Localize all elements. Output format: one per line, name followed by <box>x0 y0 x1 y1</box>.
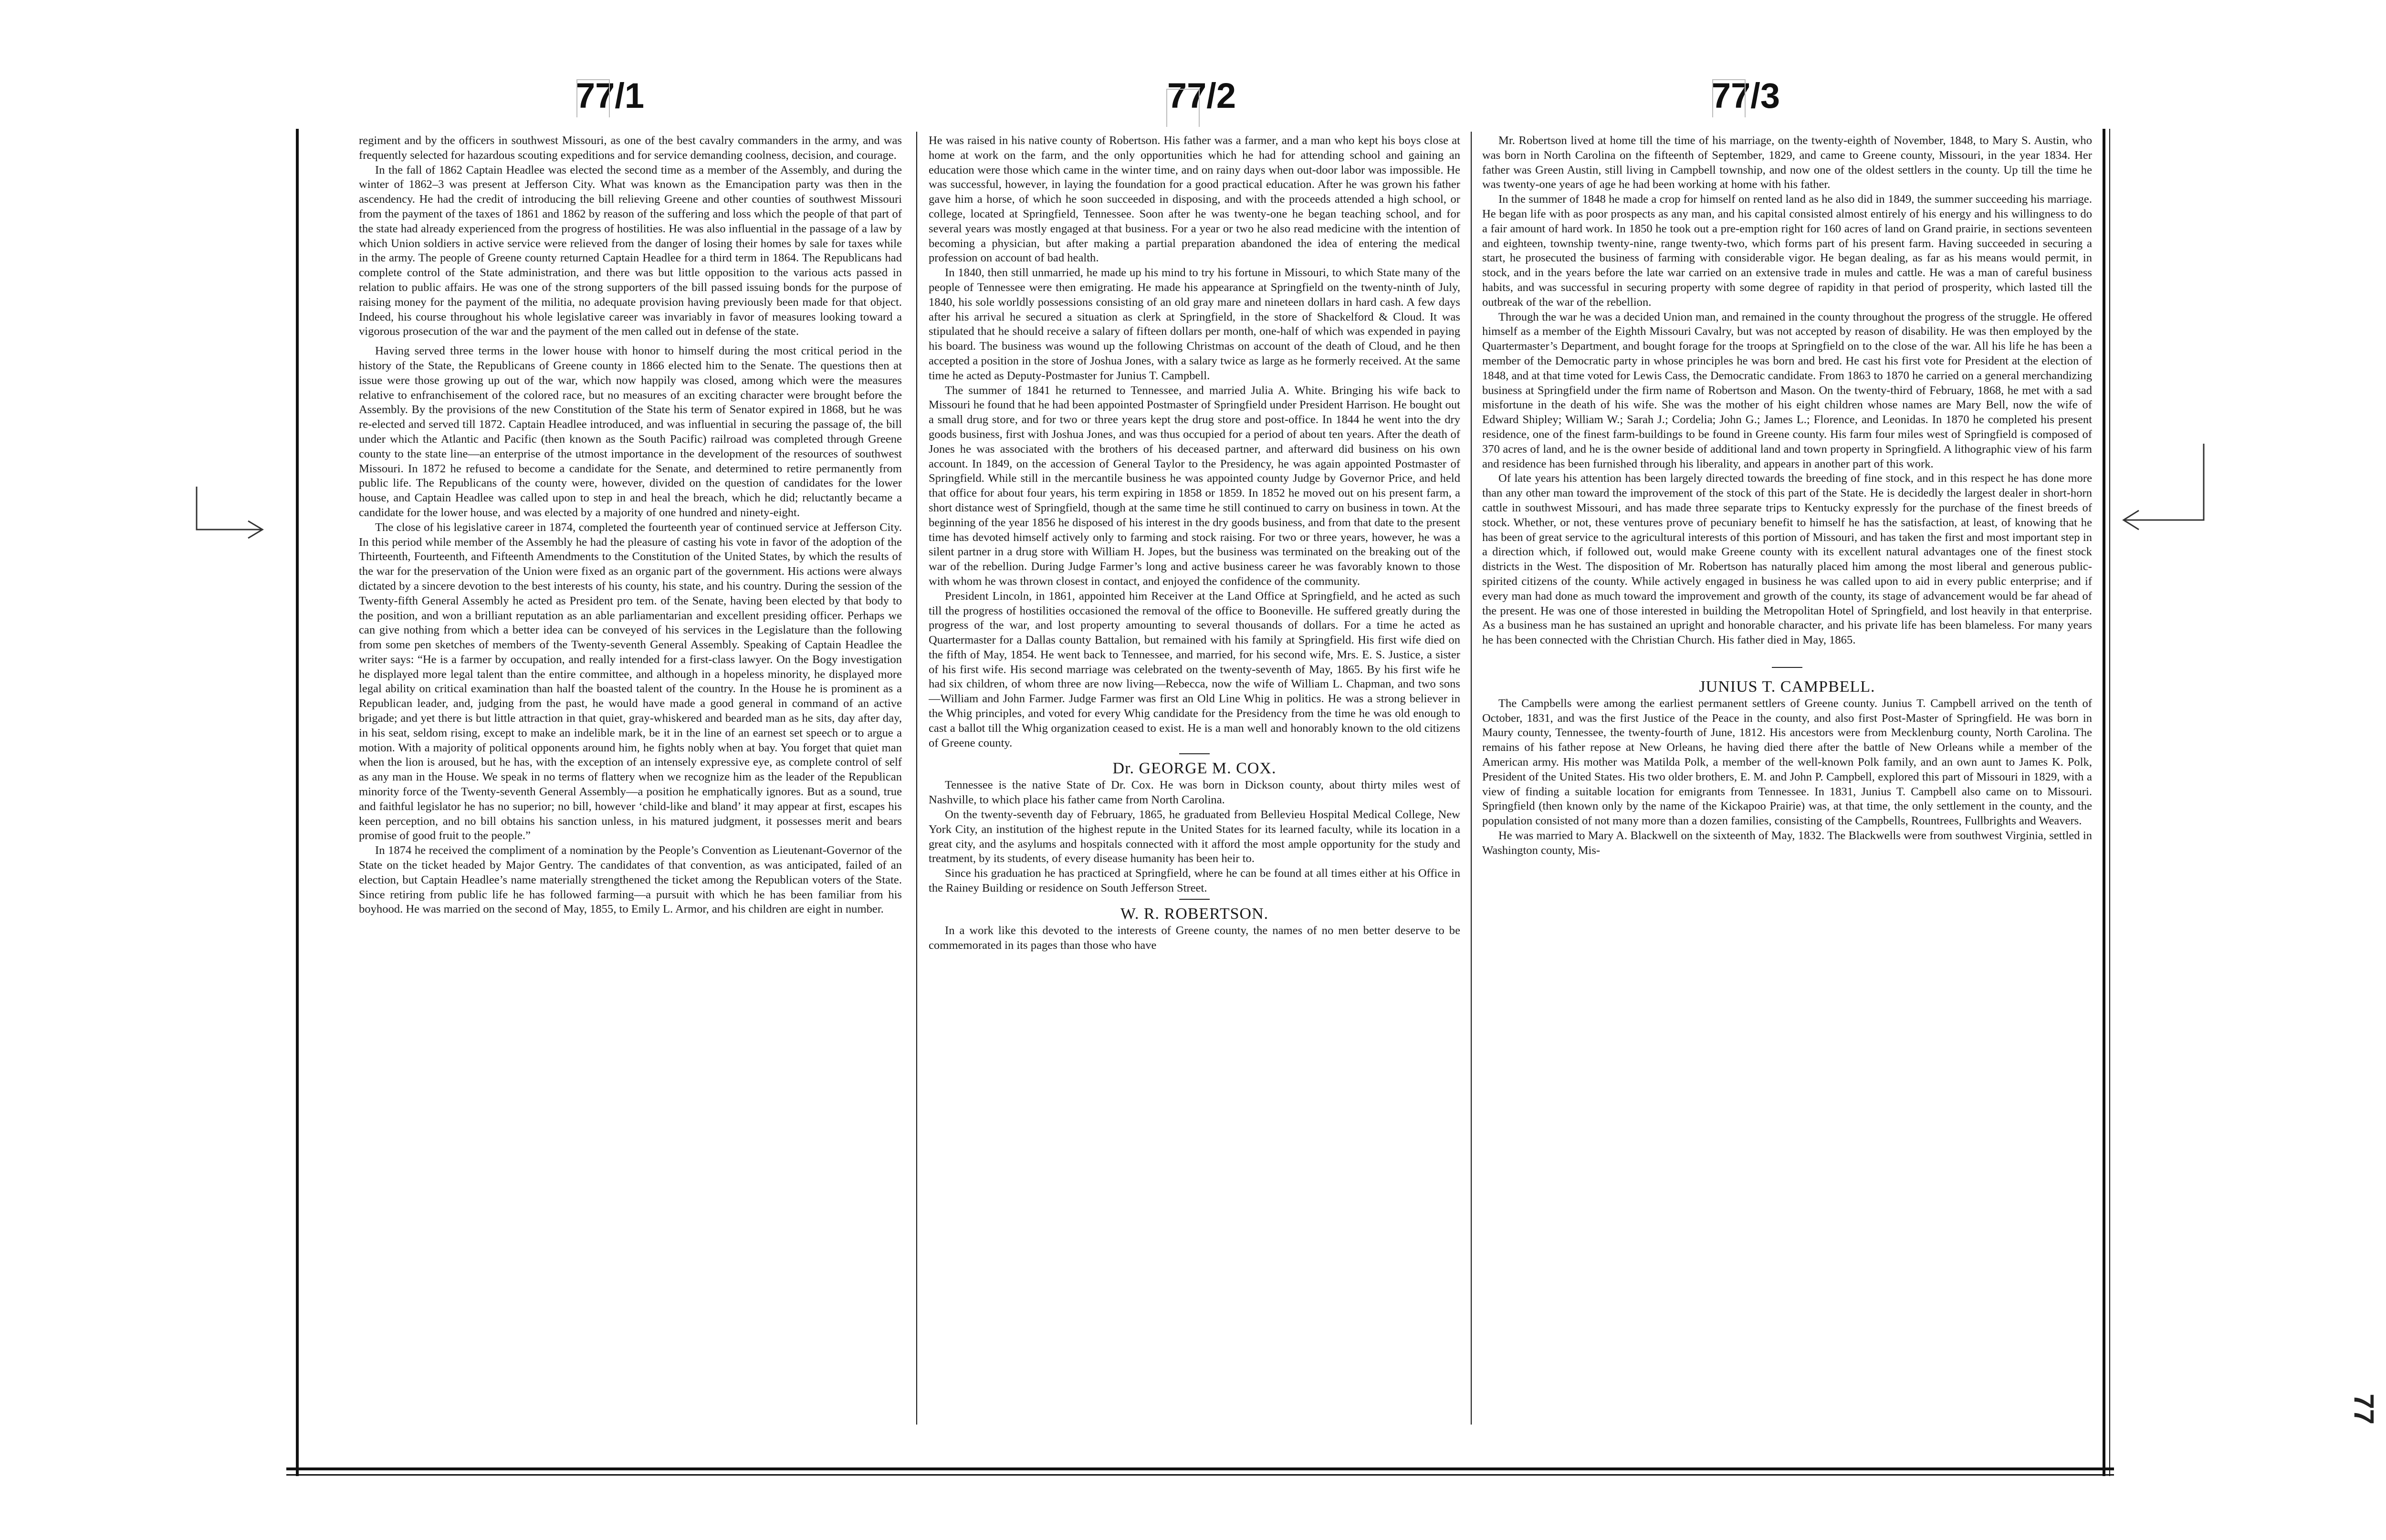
paragraph: Mr. Robertson lived at home till the time of his marriage, on the twenty-eighth of November, 1848, to Mary S. Austin, who was born in North Carolina on the fifteenth of September, 1829, and came to Greene county, Missouri, in the year 1834. Her father was Green Austin, still living in Campbell township, and now one of the oldest settlers in the county. Up till the time he was twenty-one years of age he had been working at home with his father. <box>1482 134 2092 191</box>
paragraph: The Campbells were among the earliest permanent settlers of Greene county. Junius T. Campbell arrived on the tenth of October, 1831, and was the first Justice of the Peace in the county, and also first Post-Master of Springfield. He was born in Maury county, Tennessee, the twenty-fourth of June, 1812. His ancestors were from Mecklenburg county, North Carolina. The remains of his father repose at New Orleans, he having died there after the battle of New Orleans while a member of the American army. His mother was Matilda Polk, a member of the well-known Polk family, and an own aunt to James K. Polk, President of the United States. His two older brothers, E. M. and John P. Campbell, explored this part of Missouri in 1829, with a view of finding a suitable location for emigrants from Tennessee. In 1831, Junius T. Campbell also came on to Missouri. Springfield (then known only by the name of the Kickapoo Prairie) was, at that time, the only settlement in the county, and the population consisted of not many more than a dozen families, consisting of the Campbells, Rountrees, Fullbrights and Weavers. <box>1482 697 2092 828</box>
paragraph: On the twenty-seventh day of February, 1865, he graduated from Bellevieu Hospital Medical College, New York City, an institution of the highest repute in the United States for its learned faculty, while its location in a great city, and the asylums and hospitals connected with it afford the most ample opportunity for the study and treatment, by its students, of every disease humanity has been heir to. <box>929 808 1460 865</box>
column-77-2 <box>929 134 1460 1418</box>
tab-marker <box>576 79 610 117</box>
paragraph: In 1874 he received the compliment of a nomination by the People’s Convention as Lieutenant-Governor of the State on the ticket headed by Major Gentry. The candidates of that convention, as was anticipated, failed of an election, but Captain Headlee’s name materially strengthened the ticket among the Republican voters of the State. Since retiring from public life he has followed farming—a pursuit with which he has been familiar from his boyhood. He was married on the second of May, 1855, to Emily L. Armor, and his children are eight in number. <box>359 844 902 916</box>
column-77-1 <box>359 134 902 1418</box>
paragraph: Having served three terms in the lower house with honor to himself during the most critical period in the history of the State, the Republicans of Greene county in 1866 elected him to the Senate. The questions then at issue were those growing up out of the war, which now happily was closed, among which were the measures relative to enfranchisement of the colored race, but no measures of an exciting character were brought before the Assembly. By the provisions of the new Constitution of the State his term of Senator expired in 1868, but he was re-elected and served till 1872. Captain Headlee introduced, and was influential in securing the passage of, the bill under which the Atlantic and Pacific (then known as the South Pacific) railroad was completed through Greene county to the state line—an enterprise of the utmost importance in the development of the resources of southwest Missouri. In 1872 he refused to become a candidate for the Senate, and determined to retire permanently from public life. The Republicans of the county were, however, divided on the question of candidates for the lower house, and Captain Headlee was called upon to step in and heal the breach, which he did; reluctantly became a candidate for the lower house, and was elected by a majority of one hundred and ninety-eight. <box>359 344 902 519</box>
paragraph: In the summer of 1848 he made a crop for himself on rented land as he also did in 1849, the summer succeeding his marriage. He began life with as poor prospects as any man, and his capital consisted almost entirely of his energy and his willingness to do a fair amount of hard work. In 1850 he took out a pre-emption right for 160 acres of land on Grand prairie, in sections seventeen and eighteen, township twenty-nine, range twenty-two, which forms part of his present farm. Having succeeded in securing a start, he prosecuted the business of farming with considerable vigor. He began dealing, as far as his means would permit, in stock, and in the years before the late war carried on an extensive trade in mules and cattle. He was a man of careful business habits, and was successful in securing property with some degree of rapidity in that period of prosperity, which lasted till the outbreak of the war of the rebellion. <box>1482 193 2092 309</box>
page-label-77-1: 77/1 <box>576 76 645 115</box>
tab-marker <box>1712 79 1746 117</box>
paragraph: In the fall of 1862 Captain Headlee was elected the second time as a member of the Assembly, and during the winter of 1862–3 was present at Jefferson City. What was known as the Emancipation party was then in the ascendency. He had the credit of introducing the bill relieving Greene and other counties of southwest Missouri from the payment of the taxes of 1861 and 1862 by reason of the suffering and loss which the people of that part of the state had already experienced from the progress of hostilities. He was also influential in the passage of a law by which Union soldiers in active service were relieved from the danger of losing their homes by sale for taxes while in the army. The people of Greene county returned Captain Headlee for a third term in 1864. The Republicans had complete control of the State administration, and there was but little opposition to the various acts passed in relation to public affairs. He was one of the strong supporters of the bill passed issuing bonds for the purpose of raising money for the payment of the militia, no adequate provision having previously been made for that object. Indeed, his course throughout his whole legislative career was invariably in favor of measures looking toward a vigorous prosecution of the war and the payment of the men called out in defense of the state. <box>359 163 902 338</box>
frame-right-rule <box>2103 129 2105 1476</box>
column-rule <box>916 132 917 1425</box>
section-heading-cox: Dr. GEORGE M. COX. <box>1112 760 1277 778</box>
paragraph: President Lincoln, in 1861, appointed him Receiver at the Land Office at Springfield, and he acted as such till the progress of hostilities occasioned the removal of the office to Booneville. He suffered greatly during the progress of the war, and lost property amounting to several thousands of dollars. For a time he acted as Quartermaster for a Dallas county Battalion, but remained with his family at Springfield. His first wife died on the fifth of May, 1854. He went back to Tennessee, and married, for his second wife, Mrs. E. S. Justice, a sister of his first wife. His second marriage was celebrated on the twenty-seventh of May, 1865. By his first wife he had six children, of whom three are now living—Rebecca, now the wife of William L. Chapman, and two sons—William and John Farmer. Judge Farmer was first an Old Line Whig in politics. He was a strong believer in the Whig principles, and voted for every Whig candidate for the Presidency from the time he was old enough to cast a ballot till the Whig organization ceased to exist. He is a man well and honorably known to the old citizens of Greene county. <box>929 589 1460 749</box>
paragraph: He was raised in his native county of Robertson. His father was a farmer, and a man who kept his boys close at home at work on the farm, and the only opportunities which he had for attending school and gaining an education were those which came in the winter time, and on rainy days when out-door labor was impossible. He was successful, however, in laying the foundation for a good practical education. After he was grown his father gave him a horse, of which he soon succeeded in disposing, and with the proceeds attended a high school, or college, located at Springfield, Tennessee. Soon after he was twenty-one he began teaching school, and for several years was mostly engaged at that business. For a year or two he also read medicine with the intention of becoming a physician, but after making a partial preparation abandoned the idea of entering the medical profession on account of bad health. <box>929 134 1460 265</box>
section-rule <box>1179 753 1210 754</box>
frame-left-rule <box>296 129 299 1476</box>
arrow-right-icon <box>191 477 277 563</box>
paragraph: The summer of 1841 he returned to Tennessee, and married Julia A. White. Bringing his wife back to Missouri he found that he had been appointed Postmaster of Springfield under President Harrison. He bought out a small drug store, and for two or three years kept the drug store and post-office. In 1844 he went into the dry goods business, first with Joshua Jones, and was thus occupied for a period of about ten years. After the death of Jones he was associated with the brothers of his deceased partner, and afterward did business on his own account. In 1849, on the accession of General Taylor to the Presidency, he was again appointed Postmaster of Springfield. While still in the mercantile business he was appointed county Judge by Governor Price, and held that office for about four years, his term expiring in 1858 or 1859. In 1852 he moved out on his present farm, a short distance west of Springfield, though at the same time he still continued to carry on business in town. At the beginning of the year 1856 he disposed of his interest in the dry goods business, and from that date to the present time has devoted himself actively only to farming and stock raising. For two or three years, however, he was a silent partner in a drug store with William H. Jopes, but the business was terminated on the breaking out of the war of the rebellion. During Judge Farmer’s long and active business career he was favorably known to those with whom he was thrown closest in contact, and enjoyed the confidence of the community. <box>929 384 1460 588</box>
arrow-left-icon <box>2119 439 2214 534</box>
page-label-77-2: 77/2 <box>1167 76 1236 115</box>
frame-right-rule-thin <box>2109 129 2110 1476</box>
paragraph: Since his graduation he has practiced at Springfield, where he can be found at all times either at his Office in the Rainey Building or residence on South Jefferson Street. <box>929 867 1460 895</box>
paragraph: In a work like this devoted to the interests of Greene county, the names of no men better deserve to be commemorated in its pages than those who have <box>929 924 1460 952</box>
paragraph: In 1840, then still unmarried, he made up his mind to try his fortune in Missouri, to which State many of the people of Tennessee were then emigrating. He made his appearance at Springfield on the twenty-ninth of July, 1840, his sole worldly possessions consisting of an old gray mare and nineteen dollars in hard cash. A few days after his arrival he secured a situation as clerk at Springfield, in the store of Shackelford & Cloud. It was stipulated that he should receive a salary of fifteen dollars per month, one-half of which was expended in paying his board. The business was wound up the following Christmas on account of the death of Cloud, and he then accepted a position in the store of Joshua Jones, with a salary twice as large as he formerly received. At the same time he acted as Deputy-Postmaster for Junius T. Campbell. <box>929 266 1460 382</box>
side-page-number: 77 <box>2348 1394 2380 1425</box>
section-rule <box>1179 899 1210 900</box>
tab-marker <box>1166 89 1200 127</box>
section-heading-robertson: W. R. ROBERTSON. <box>1120 905 1269 923</box>
section-heading-campbell: JUNIUS T. CAMPBELL. <box>1699 677 1875 696</box>
column-rule <box>1471 132 1472 1425</box>
frame-bottom-rule <box>286 1467 2114 1470</box>
column-77-3 <box>1482 134 2092 1418</box>
paragraph: Through the war he was a decided Union man, and remained in the county throughout the progress of the struggle. He offered himself as a member of the Eighth Missouri Cavalry, but was not accepted by reason of disability. He was then employed by the Quartermaster’s Department, and bought forage for the troops at Springfield on to the close of the war. All his life he has been a member of the Democratic party in whose principles he was born and bred. He cast his first vote for President at the election of 1848, and at that time voted for Lewis Cass, the Democratic candidate. From 1863 to 1870 he carried on a general merchandizing business at Springfield under the firm name of Robertson and Mason. On the twenty-third of February, 1868, he met with a sad misfortune in the death of his wife. She was the mother of his eight children whose names are Mary Bell, now the wife of Edward Shipley; William W.; Sarah J.; Cordelia; John G.; James L.; Florence, and Leonidas. In 1870 he completed his present residence, one of the finest farm-buildings to be found in Greene county. His farm four miles west of Springfield is composed of 370 acres of land, and he is the owner beside of additional land and town property in Springfield. A lithographic view of his farm and residence has been furnished through his liberality, and appears in another part of this work. <box>1482 310 2092 470</box>
paragraph: Of late years his attention has been largely directed towards the breeding of fine stock, and in this respect he has done more than any other man toward the improvement of the stock of this part of the State. He is decidedly the largest dealer in short-horn cattle in southwest Missouri, and has made three separate trips to Kentucky expressly for the purchase of the finest breeds of stock. Whether, or not, these ventures prove of pecuniary benefit to himself he has the satisfaction, at least, of knowing that he has been of great service to the agricultural interests of this portion of Missouri, and has taken the first and most important step in a direction which, if followed out, would make Greene county with its excellent natural advantages one of the finest stock districts in the West. The disposition of Mr. Robertson has naturally placed him among the most liberal and generous public-spirited citizens of the county. While actively engaged in business he was called upon to aid in every public enterprise; and if every man had done as much toward the improvement and growth of the county, its stage of advancement would be far ahead of the present. He was one of those interested in building the Metropolitan Hotel of Springfield, and lost heavily in that enterprise. As a business man he has sustained an upright and honorable character, and his private life has been blameless. For many years he has been connected with the Christian Church. His father died in May, 1865. <box>1482 472 2092 647</box>
paragraph: Tennessee is the native State of Dr. Cox. He was born in Dickson county, about thirty miles west of Nashville, to which place his father came from North Carolina. <box>929 779 1460 807</box>
section-rule <box>1772 667 1802 668</box>
paragraph: He was married to Mary A. Blackwell on the sixteenth of May, 1832. The Blackwells were from southwest Virginia, settled in Washington county, Mis- <box>1482 829 2092 857</box>
paragraph: regiment and by the officers in southwest Missouri, as one of the best cavalry commanders in the army, and was frequently selected for hazardous scouting expeditions and for service demanding coolness, decision, and courage. <box>359 134 902 162</box>
frame-bottom-rule-thin <box>286 1474 2114 1476</box>
paragraph: The close of his legislative career in 1874, completed the fourteenth year of continued service at Jefferson City. In this period while member of the Assembly he had the pleasure of casting his vote in favor of the adoption of the Thirteenth, Fourteenth, and Fifteenth Amendments to the Constitution of the United States, by which the results of the war for the preservation of the Union were fixed as an organic part of the government. His actions were always dictated by a sincere devotion to the best interests of his county, his state, and his country. During the session of the Twenty-fifth General Assembly he acted as President pro tem. of the Senate, having been elected by that body to the position, and won a brilliant reputation as an able parliamentarian and excellent presiding officer. Perhaps we can give nothing from which a better idea can be conveyed of his services in the Legislature than the following from some pen sketches of members of the Twenty-seventh General Assembly. Speaking of Captain Headlee the writer says: “He is a farmer by occupation, and really intended for a first-class lawyer. On the Bogy investigation he displayed more legal talent than the entire committee, and although in a hopeless minority, he displayed more legal ability on critical examination than half the boasted talent of the country. In the House he is prominent as a Republican leader, and, judging from the past, he would have made a good general in command of an active brigade; and yet there is but little attraction in that quiet, gray-whiskered and bearded man as he sits, day after day, in his seat, seldom rising, except to make an indelible mark, be it in the line of an earnest set speech or to argue a motion. With a majority of political opponents around him, he fights nobly when at bay. You forget that quiet man when the lion is aroused, but he has, with the exception of an intensely expressive eye, as complete control of self as any man in the House. We speak in no terms of flattery when we recognize him as the leader of the Republican minority force of the Twenty-seventh General Assembly—a position he emphatically ignores. But as a sound, true and faithful legislator he has no superior; no bill, however ‘child-like and bland’ it may appear at first, escapes his keen perception, and no bill obtains his sanction unless, in his matured judgment, it possesses merit and bears promise of good fruit to the people.” <box>359 520 902 843</box>
page-label-77-3: 77/3 <box>1711 76 1780 115</box>
